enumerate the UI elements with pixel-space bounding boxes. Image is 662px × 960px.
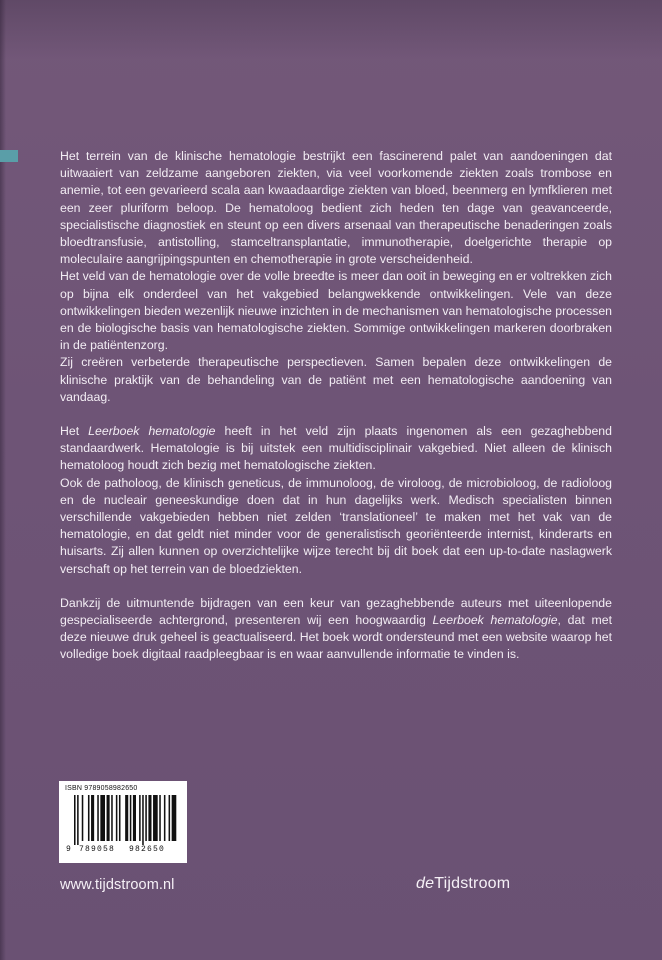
website-link[interactable]: www.tijdstroom.nl [60, 877, 175, 893]
paragraph-perspectives: Zij creëren verbeterde therapeutische perspectieven. Samen bepalen deze ontwikkelingen de klinische praktijk van de behandeling van de patiënt met een hematologische aandoening van vandaag. [60, 355, 612, 404]
book-title-inline: Leerboek hematologie [88, 424, 216, 439]
paragraph-multidisciplinary: Hematologie is bij uitstek een multidisciplinair vakgebied. Niet alleen de klinisch hematoloog houdt zich bezig met hematologische ziekten. [60, 441, 612, 473]
paragraph-closing-start: Dankzij de uitmuntende bijdragen van een keur van gezaghebbende auteurs met uiteenlopende gespecialiseerde achtergrond, presenteren wij een hoogwaardig [60, 595, 612, 628]
paragraph-standard-work-prefix: Het [60, 424, 80, 439]
barcode-digits-right: 982650 [129, 845, 166, 853]
paragraph-closing [60, 595, 612, 664]
paragraph-developments: Het veld van de hematologie over de volle breedte is meer dan ooit in beweging en er voltrekken zich op bijna elk onderdeel van het vakgebied belangwekkende ontwikkelingen. Vele van deze ontwikkelingen bieden wezenlijk nieuwe inzichten in de mechanismen van hematologische processen en de biologische basis van hematologische ziekten. Sommige ontwikkelingen markeren doorbraken in de patiëntenzorg. [60, 269, 612, 353]
spine-shadow [0, 0, 6, 960]
top-shade [0, 0, 662, 60]
paragraph-standard-work [60, 423, 612, 475]
publisher-logo [416, 875, 510, 893]
paragraph-intro: Het terrein van de klinische hematologie bestrijkt een fascinerend palet van aandoeningen dat uitwaaiert van zeldzame aangeboren ziekten, via veel voorkomende ziekten zoals trombose en anemie, tot een gevarieerd scala aan kwaadaardige ziekten van bloed, beenmerg en lymfklieren met een zeer pluriform beloop. De hematoloog bedient zich heden ten dage van geavanceerde, specialistische diagnostiek en steunt op een divers arsenaal van therapeutische benaderingen zoals bloedtransfusie, antistolling, stamceltransplantatie, immunotherapie, doelgerichte therapie op moleculaire aangrijpingspunten en chemotherapie in grote verscheidenheid. [60, 149, 612, 267]
publisher-name: Tijdstroom [434, 875, 511, 892]
publisher-article: de [416, 875, 435, 892]
book-title-closing: Leerboek hematologie [432, 613, 558, 628]
barcode-icon [65, 795, 181, 853]
paragraph-closing-end: , dat met deze nieuwe druk geheel is geactualiseerd. Het boek wordt ondersteund met een website waarop het volledige boek digitaal raadpleegbaar is en waar aanvullende informatie te vinden is. [60, 613, 612, 662]
isbn-label: ISBN 9789058982650 [65, 785, 138, 792]
back-cover-text [60, 148, 612, 664]
paragraph-specialists: Ook de patholoog, de klinisch geneticus, de immunoloog, de viroloog, de microbioloog, de radioloog en de nucleair geneeskundige doen dat in hun dagelijks werk. Medisch specialisten binnen verschillende vakgebieden hebben niet zelden ‘translationeel’ te maken met het vak van de hematologie, en dat geldt niet minder voor de generalistisch georiënteerde internist, kinderarts en huisarts. Zij allen kunnen op overzichtelijke wijze terecht bij dit boek dat een up-to-date naslagwerk verschaft op het terrein van de bloedziekten. [60, 475, 612, 576]
accent-stripe [0, 150, 18, 162]
barcode-box [59, 781, 187, 863]
paragraph-standard-work-suffix: heeft in het veld zijn plaats ingenomen als een gezaghebbend standaardwerk. [60, 424, 612, 456]
barcode-digit-lead: 9 [66, 845, 71, 853]
barcode-digits-left: 789058 [79, 845, 116, 853]
